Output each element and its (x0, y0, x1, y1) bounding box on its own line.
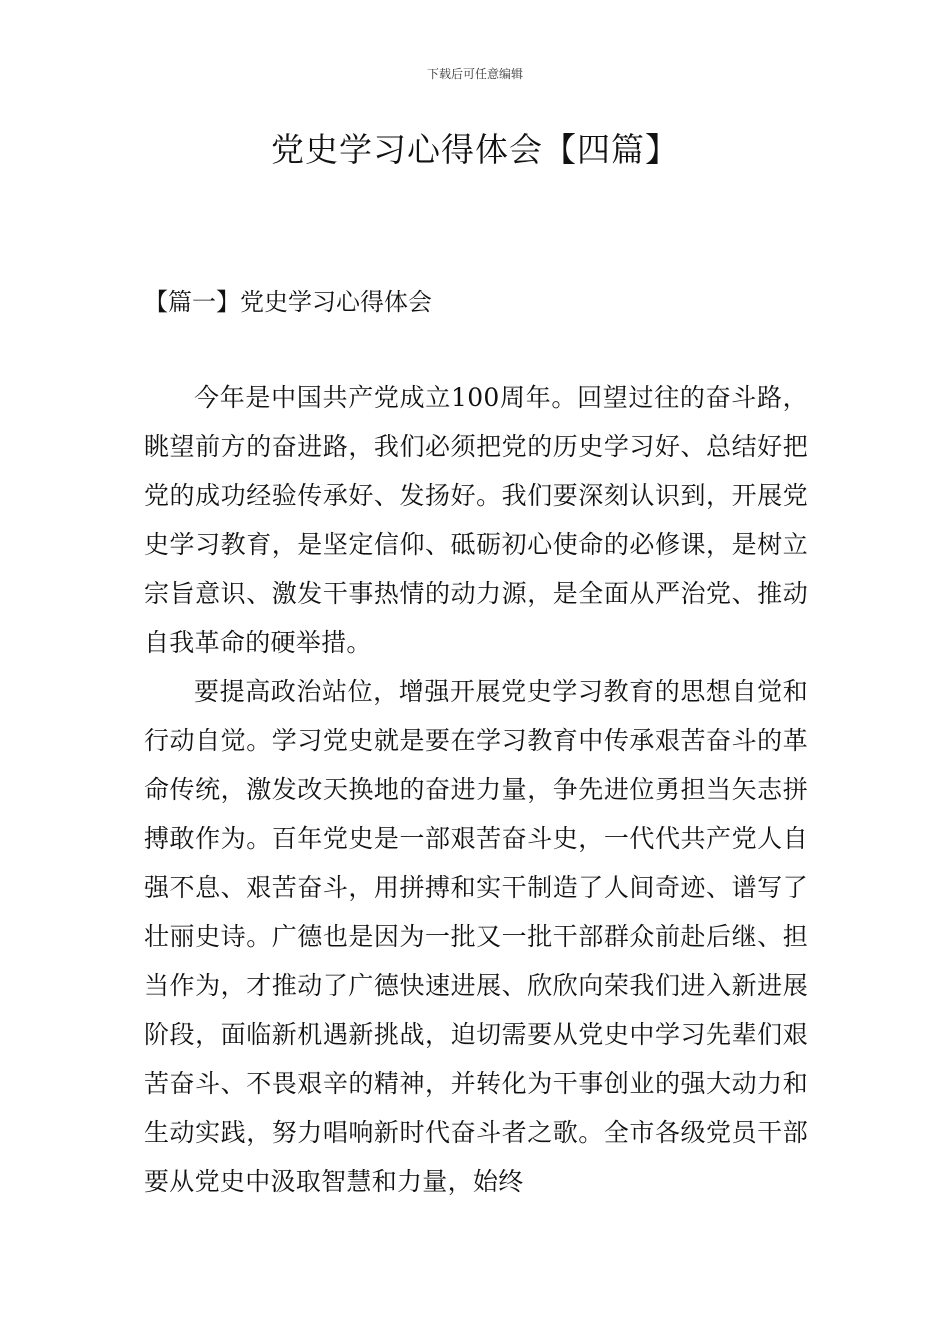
section-heading: 【篇一】党史学习心得体会 (144, 288, 432, 316)
body-text (144, 373, 808, 1206)
paragraph-1: 今年是中国共产党成立100周年。回望过往的奋斗路，眺望前方的奋进路，我们必须把党的历史学习好、总结好把党的成功经验传承好、发扬好。我们要深刻认识到，开展党史学习教育，是坚定信仰、砥砺初心使命的必修课，是树立宗旨意识、激发干事热情的动力源，是全面从严治党、推动自我革命的硬举措。 (144, 383, 808, 657)
header-note: 下载后可任意编辑 (426, 67, 523, 81)
paragraph-2: 要提高政治站位，增强开展党史学习教育的思想自觉和行动自觉。学习党史就是要在学习教育中传承艰苦奋斗的革命传统，激发改天换地的奋进力量，争先进位勇担当矢志拼搏敢作为。百年党史是一部艰苦奋斗史，一代代共产党人自强不息、艰苦奋斗，用拼搏和实干制造了人间奇迹、谱写了壮丽史诗。广德也是因为一批又一批干部群众前赴后继、担当作为，才推动了广德快速进展、欣欣向荣我们进入新进展阶段，面临新机遇新挑战，迫切需要从党史中学习先辈们艰苦奋斗、不畏艰辛的精神，并转化为干事创业的强大动力和生动实践，努力唱响新时代奋斗者之歌。全市各级党员干部要从党史中汲取智慧和力量，始终 (144, 677, 808, 1196)
document-title: 党史学习心得体会【四篇】 (271, 130, 679, 169)
